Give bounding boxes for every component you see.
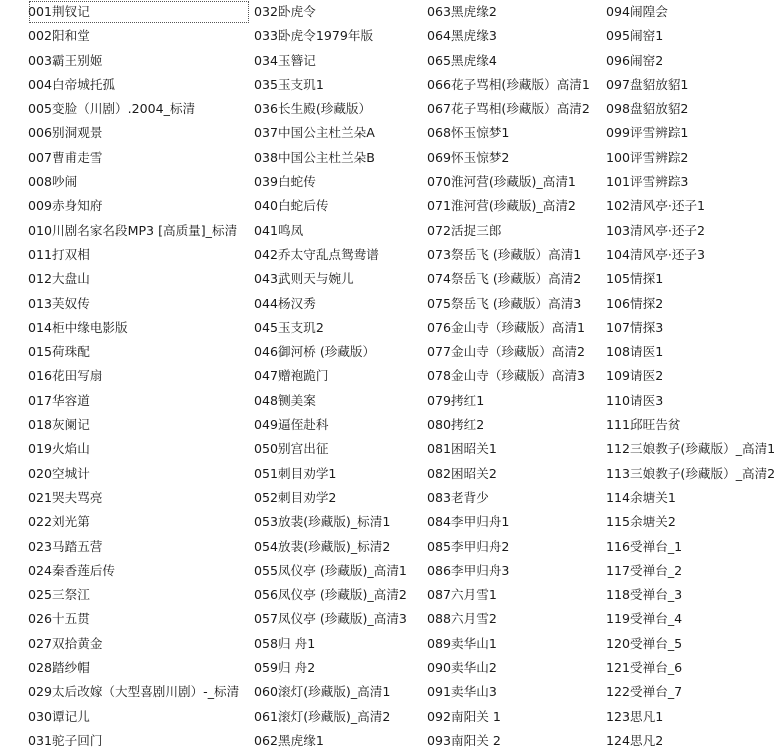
- file-item[interactable]: 103清风亭·还子2: [606, 222, 706, 238]
- file-item[interactable]: 111邱旺告贫: [606, 417, 681, 433]
- file-item[interactable]: 040白蛇后传: [254, 198, 329, 214]
- file-item[interactable]: 072活捉三郎: [427, 222, 502, 238]
- file-list-column-3: [427, 0, 605, 753]
- file-item[interactable]: 119受禅台_4: [606, 611, 683, 627]
- file-item[interactable]: 001荆钗记: [28, 0, 250, 24]
- file-item[interactable]: 092南阳关 1: [427, 708, 501, 724]
- file-item[interactable]: 006别洞观景: [28, 125, 103, 141]
- file-item[interactable]: 045玉支玑2: [254, 319, 324, 335]
- file-item[interactable]: 077金山寺（珍藏版）高清2: [427, 344, 585, 360]
- file-item[interactable]: 112三娘教子(珍藏版）_高清1: [606, 441, 775, 457]
- file-item[interactable]: 037中国公主杜兰朵A: [254, 125, 375, 141]
- file-item[interactable]: 120受禅台_5: [606, 635, 683, 651]
- file-item[interactable]: 107情探3: [606, 319, 664, 335]
- file-item[interactable]: 109请医2: [606, 368, 664, 384]
- file-item[interactable]: 094闹隍会: [606, 4, 668, 19]
- file-item[interactable]: 053放裴(珍藏版)_标清1: [254, 514, 391, 530]
- file-item[interactable]: 024秦香莲后传: [28, 562, 116, 578]
- file-item[interactable]: 005变脸（川剧）.2004_标清: [28, 101, 196, 117]
- file-item[interactable]: 002阳和堂: [28, 28, 90, 44]
- file-item[interactable]: 070淮河营(珍藏版)_高清1: [427, 174, 576, 190]
- file-item[interactable]: 110请医3: [606, 392, 664, 408]
- file-item[interactable]: 083老背少: [427, 489, 489, 505]
- file-item[interactable]: 012大盘山: [28, 271, 90, 287]
- file-item[interactable]: 048铡美案: [254, 392, 316, 408]
- file-item[interactable]: 062黑虎缘1: [254, 732, 324, 748]
- file-item[interactable]: 075祭岳飞 (珍藏版）高清3: [427, 295, 582, 311]
- file-item[interactable]: 108请医1: [606, 344, 664, 360]
- file-item[interactable]: 074祭岳飞 (珍藏版）高清2: [427, 271, 582, 287]
- file-item[interactable]: 050别宫出征: [254, 441, 329, 457]
- file-item[interactable]: 085李甲归舟2: [427, 538, 510, 554]
- file-item[interactable]: 036长生殿(珍藏版）: [254, 101, 372, 117]
- file-item[interactable]: 116受禅台_1: [606, 538, 683, 554]
- file-item[interactable]: 052刺目劝学2: [254, 489, 337, 505]
- file-item[interactable]: 009赤身知府: [28, 198, 103, 214]
- file-item[interactable]: 044杨汉秀: [254, 295, 316, 311]
- file-item[interactable]: 003霸王别姬: [28, 52, 103, 68]
- file-item[interactable]: 018灰阑记: [28, 417, 90, 433]
- file-item[interactable]: 022刘光第: [28, 514, 90, 530]
- file-item[interactable]: 090卖华山2: [427, 660, 497, 676]
- file-item[interactable]: 095闹窑1: [606, 28, 664, 44]
- file-item[interactable]: 081困昭关1: [427, 441, 497, 457]
- file-item[interactable]: 054放裴(珍藏版)_标清2: [254, 538, 391, 554]
- file-item[interactable]: 049逼侄赴科: [254, 417, 329, 433]
- file-item[interactable]: 118受禅台_3: [606, 587, 683, 603]
- file-item[interactable]: 104清风亭·还子3: [606, 246, 706, 262]
- file-item[interactable]: 011打双相: [28, 246, 90, 262]
- file-item[interactable]: 014柜中缘电影版: [28, 319, 128, 335]
- file-item[interactable]: 025三祭江: [28, 587, 90, 603]
- file-item[interactable]: 019火焰山: [28, 441, 90, 457]
- file-item[interactable]: 015荷珠配: [28, 344, 90, 360]
- file-item[interactable]: 042乔太守乱点鸳鸯谱: [254, 246, 379, 262]
- file-item[interactable]: 010川剧名家名段MP3 [高质量]_标清: [28, 222, 238, 238]
- file-item[interactable]: 060滚灯(珍藏版)_高清1: [254, 684, 391, 700]
- file-item[interactable]: 069怀玉惊梦2: [427, 149, 510, 165]
- file-item[interactable]: 061滚灯(珍藏版)_高清2: [254, 708, 391, 724]
- file-item[interactable]: 007曹甫走雪: [28, 149, 103, 165]
- file-item[interactable]: 021哭夫骂亮: [28, 489, 103, 505]
- file-item[interactable]: 017华容道: [28, 392, 90, 408]
- file-item[interactable]: 123思凡1: [606, 708, 664, 724]
- file-item[interactable]: 043武则天与婉儿: [254, 271, 354, 287]
- file-item[interactable]: 098盘貂放貂2: [606, 101, 689, 117]
- file-item[interactable]: 080拷红2: [427, 417, 485, 433]
- file-item[interactable]: 082困昭关2: [427, 465, 497, 481]
- file-list-column-4: [606, 0, 775, 753]
- file-item[interactable]: 057凤仪亭 (珍藏版)_高清3: [254, 611, 407, 627]
- file-item[interactable]: 026十五贯: [28, 611, 90, 627]
- file-item[interactable]: 086李甲归舟3: [427, 562, 510, 578]
- file-item[interactable]: 038中国公主杜兰朵B: [254, 149, 375, 165]
- file-item[interactable]: 039白蛇传: [254, 174, 316, 190]
- file-item[interactable]: 041鸣凤: [254, 222, 304, 238]
- file-item[interactable]: 105情探1: [606, 271, 664, 287]
- file-item[interactable]: 068怀玉惊梦1: [427, 125, 510, 141]
- file-item[interactable]: 115余塘关2: [606, 514, 676, 530]
- file-item[interactable]: 064黑虎缘3: [427, 28, 497, 44]
- file-item[interactable]: 047赠袍跪门: [254, 368, 329, 384]
- file-item[interactable]: 016花田写扇: [28, 368, 103, 384]
- file-list-column-2: [254, 0, 422, 753]
- file-item[interactable]: 063黑虎缘2: [427, 4, 497, 19]
- file-item[interactable]: 056凤仪亭 (珍藏版)_高清2: [254, 587, 407, 603]
- file-item[interactable]: 065黑虎缘4: [427, 52, 497, 68]
- file-item[interactable]: 124思凡2: [606, 732, 664, 748]
- file-item[interactable]: 113三娘教子(珍藏版）_高清2: [606, 465, 775, 481]
- file-item[interactable]: 121受禅台_6: [606, 660, 683, 676]
- file-item[interactable]: 088六月雪2: [427, 611, 497, 627]
- file-item[interactable]: 030谭记儿: [28, 708, 90, 724]
- file-item[interactable]: 023马踏五营: [28, 538, 103, 554]
- file-item[interactable]: 004白帝城托孤: [28, 76, 116, 92]
- file-item[interactable]: 055凤仪亭 (珍藏版)_高清1: [254, 562, 407, 578]
- file-item[interactable]: 033卧虎令1979年版: [254, 28, 374, 44]
- file-item[interactable]: 035玉支玑1: [254, 76, 324, 92]
- file-item[interactable]: 087六月雪1: [427, 587, 497, 603]
- file-item[interactable]: 066花子骂相(珍藏版）高清1: [427, 76, 590, 92]
- file-item[interactable]: 114余塘关1: [606, 489, 676, 505]
- file-item[interactable]: 091卖华山3: [427, 684, 497, 700]
- file-item[interactable]: 058归 舟1: [254, 635, 316, 651]
- file-item[interactable]: 101评雪辨踪3: [606, 174, 689, 190]
- file-list-column-1: [28, 0, 250, 753]
- file-item[interactable]: 100评雪辨踪2: [606, 149, 689, 165]
- file-item[interactable]: 079拷红1: [427, 392, 485, 408]
- file-item[interactable]: 122受禅台_7: [606, 684, 683, 700]
- file-item[interactable]: 078金山寺（珍藏版）高清3: [427, 368, 585, 384]
- file-item[interactable]: 102清风亭·还子1: [606, 198, 706, 214]
- file-item[interactable]: 084李甲归舟1: [427, 514, 510, 530]
- file-item[interactable]: 117受禅台_2: [606, 562, 683, 578]
- file-item[interactable]: 106情探2: [606, 295, 664, 311]
- file-item[interactable]: 096闹窑2: [606, 52, 664, 68]
- file-item[interactable]: 028踏纱帽: [28, 660, 90, 676]
- file-item[interactable]: 071淮河营(珍藏版)_高清2: [427, 198, 576, 214]
- file-item[interactable]: 093南阳关 2: [427, 732, 501, 748]
- file-item[interactable]: 032卧虎令: [254, 4, 316, 19]
- file-item[interactable]: 059归 舟2: [254, 660, 316, 676]
- file-item[interactable]: 051刺目劝学1: [254, 465, 337, 481]
- file-item[interactable]: 046御河桥 (珍藏版）: [254, 344, 376, 360]
- file-item[interactable]: 073祭岳飞 (珍藏版）高清1: [427, 246, 582, 262]
- file-item[interactable]: 067花子骂相(珍藏版）高清2: [427, 101, 590, 117]
- file-item[interactable]: 097盘貂放貂1: [606, 76, 689, 92]
- file-item[interactable]: 089卖华山1: [427, 635, 497, 651]
- file-item[interactable]: 034玉簪记: [254, 52, 316, 68]
- file-item[interactable]: 027双拾黄金: [28, 635, 103, 651]
- file-item[interactable]: 029太后改嫁（大型喜剧川剧）-_标清: [28, 684, 240, 700]
- file-item[interactable]: 076金山寺（珍藏版）高清1: [427, 319, 585, 335]
- file-item[interactable]: 031驼子回门: [28, 732, 103, 748]
- file-item[interactable]: 099评雪辨踪1: [606, 125, 689, 141]
- file-item[interactable]: 013芙奴传: [28, 295, 90, 311]
- file-item[interactable]: 020空城计: [28, 465, 90, 481]
- file-item[interactable]: 008吵闹: [28, 174, 78, 190]
